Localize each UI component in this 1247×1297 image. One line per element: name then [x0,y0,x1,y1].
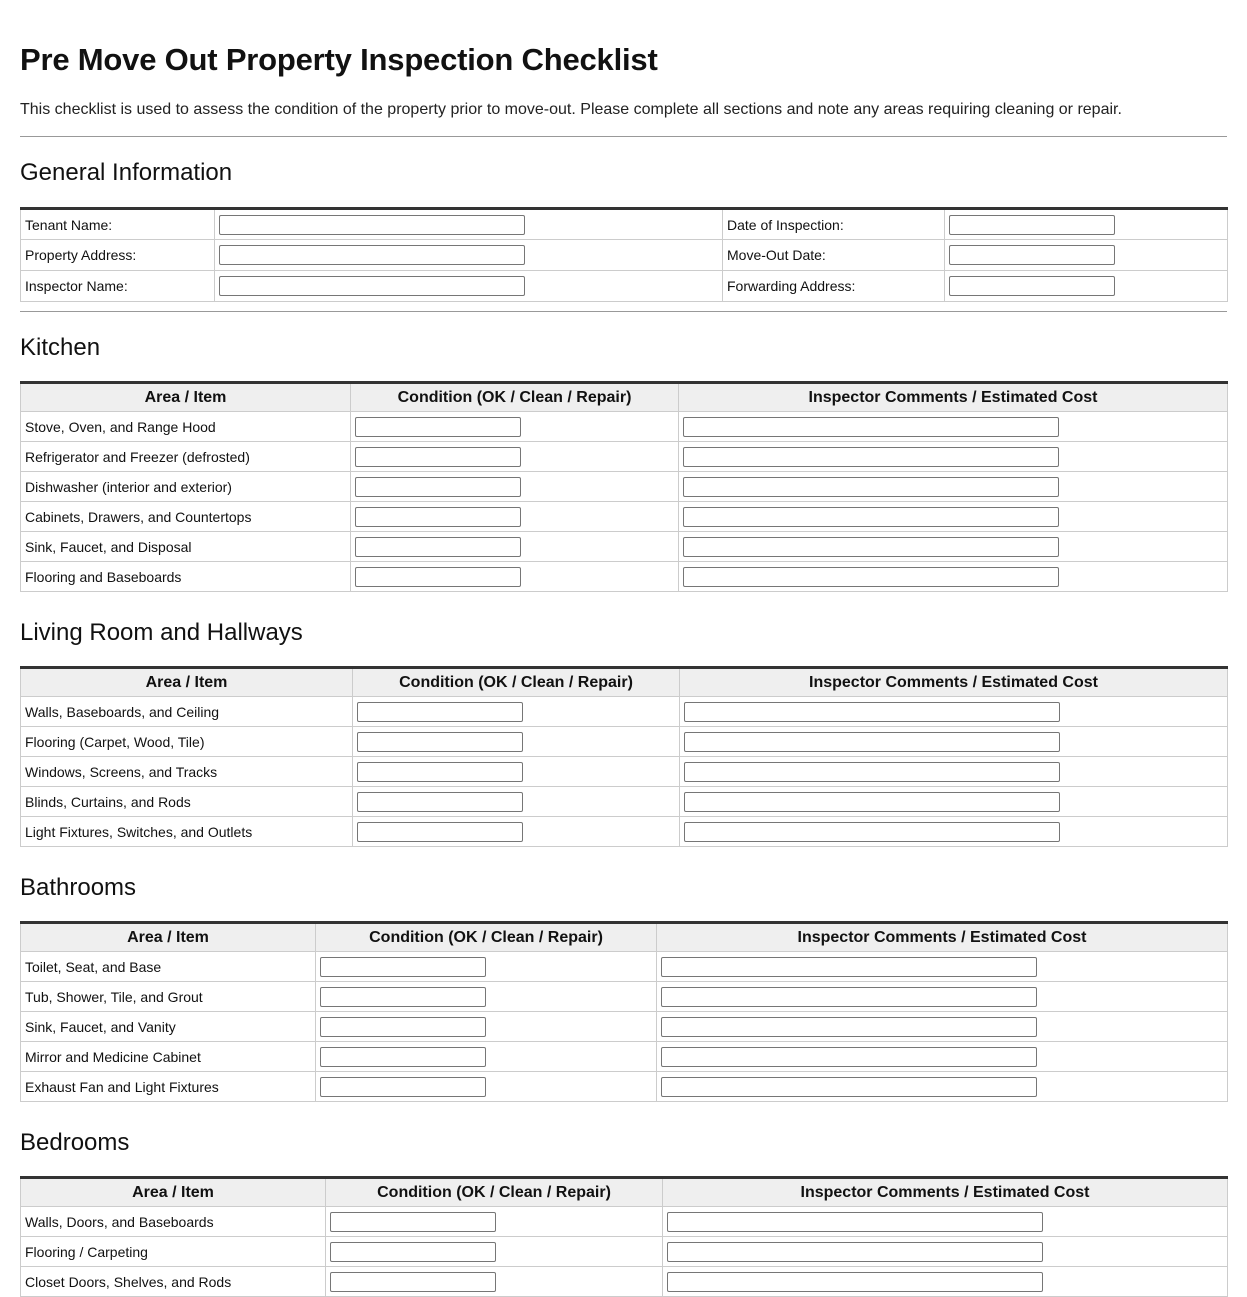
item-label: Tub, Shower, Tile, and Grout [21,982,316,1012]
field-cell [215,271,723,302]
table-row [21,982,1228,1012]
field-cell [945,240,1228,271]
table-header-row [21,1178,1228,1207]
column-header-condition: Condition (OK / Clean / Repair) [353,668,680,697]
condition-input[interactable] [320,957,486,977]
comments-input[interactable] [661,1047,1037,1067]
field-label: Forwarding Address: [723,271,945,302]
section-heading-bathrooms: Bathrooms [20,874,137,901]
comments-input[interactable] [667,1242,1043,1262]
condition-input[interactable] [355,417,521,437]
column-header-comments: Inspector Comments / Estimated Cost [663,1178,1228,1207]
comments-input[interactable] [683,447,1059,467]
comments-cell [679,472,1228,502]
column-header-comments: Inspector Comments / Estimated Cost [657,923,1228,952]
table-row [21,502,1228,532]
item-label: Exhaust Fan and Light Fixtures [21,1072,316,1102]
condition-input[interactable] [330,1272,496,1292]
field-label: Date of Inspection: [723,209,945,240]
condition-input[interactable] [357,822,523,842]
condition-cell [326,1267,663,1297]
item-label: Light Fixtures, Switches, and Outlets [21,817,353,847]
condition-input[interactable] [355,507,521,527]
comments-cell [657,982,1228,1012]
text-input[interactable] [219,215,525,235]
condition-cell [316,982,657,1012]
page-title: Pre Move Out Property Inspection Checklist [20,42,658,77]
column-header-condition: Condition (OK / Clean / Repair) [326,1178,663,1207]
comments-input[interactable] [683,567,1059,587]
comments-input[interactable] [661,1017,1037,1037]
item-label: Toilet, Seat, and Base [21,952,316,982]
condition-input[interactable] [355,567,521,587]
table-row [21,1012,1228,1042]
item-label: Blinds, Curtains, and Rods [21,787,353,817]
item-label: Stove, Oven, and Range Hood [21,412,351,442]
divider [20,136,1227,137]
comments-cell [663,1267,1228,1297]
comments-input[interactable] [684,732,1060,752]
item-label: Refrigerator and Freezer (defrosted) [21,442,351,472]
table-row [21,472,1228,502]
comments-cell [657,952,1228,982]
condition-cell [316,952,657,982]
condition-input[interactable] [320,1047,486,1067]
comments-input[interactable] [661,1077,1037,1097]
column-header-comments: Inspector Comments / Estimated Cost [680,668,1228,697]
comments-input[interactable] [683,537,1059,557]
comments-cell [680,757,1228,787]
item-label: Sink, Faucet, and Vanity [21,1012,316,1042]
comments-cell [657,1042,1228,1072]
table-row [21,817,1228,847]
condition-input[interactable] [357,702,523,722]
table-row [21,757,1228,787]
comments-cell [663,1237,1228,1267]
condition-input[interactable] [330,1242,496,1262]
intro-text: This checklist is used to assess the condition of the property prior to move-out. Please complete all sections and note any areas requiring cleaning or repair. [20,101,1122,118]
condition-input[interactable] [357,792,523,812]
item-label: Cabinets, Drawers, and Countertops [21,502,351,532]
item-label: Flooring (Carpet, Wood, Tile) [21,727,353,757]
column-header-item: Area / Item [21,383,351,412]
condition-cell [316,1042,657,1072]
table-row [21,727,1228,757]
comments-input[interactable] [684,702,1060,722]
column-header-condition: Condition (OK / Clean / Repair) [316,923,657,952]
comments-input[interactable] [684,792,1060,812]
field-cell [215,209,723,240]
comments-cell [679,502,1228,532]
table-row [21,1267,1228,1297]
comments-input[interactable] [667,1212,1043,1232]
column-header-item: Area / Item [21,668,353,697]
item-label: Mirror and Medicine Cabinet [21,1042,316,1072]
item-label: Walls, Doors, and Baseboards [21,1207,326,1237]
item-label: Windows, Screens, and Tracks [21,757,353,787]
condition-cell [353,787,680,817]
condition-cell [353,817,680,847]
condition-input[interactable] [320,1017,486,1037]
comments-input[interactable] [684,822,1060,842]
comments-cell [680,697,1228,727]
item-label: Flooring / Carpeting [21,1237,326,1267]
condition-input[interactable] [330,1212,496,1232]
comments-cell [657,1072,1228,1102]
column-header-item: Area / Item [21,1178,326,1207]
comments-input[interactable] [683,417,1059,437]
condition-cell [316,1072,657,1102]
general-info-row [21,209,1228,240]
comments-input[interactable] [684,762,1060,782]
comments-cell [680,727,1228,757]
condition-cell [351,472,679,502]
checklist-table-bathrooms [20,921,1228,1102]
table-row [21,1237,1228,1267]
section-heading-bedrooms: Bedrooms [20,1129,130,1156]
table-row [21,1072,1228,1102]
table-row [21,787,1228,817]
comments-input[interactable] [661,957,1037,977]
field-cell [215,240,723,271]
condition-input[interactable] [355,477,521,497]
column-header-comments: Inspector Comments / Estimated Cost [679,383,1228,412]
field-cell [945,209,1228,240]
table-row [21,442,1228,472]
table-row [21,562,1228,592]
comments-cell [680,787,1228,817]
text-input[interactable] [949,245,1115,265]
general-info-table [20,207,1228,302]
section-heading-general: General Information [20,159,233,186]
condition-input[interactable] [320,987,486,1007]
comments-cell [657,1012,1228,1042]
condition-cell [351,412,679,442]
text-input[interactable] [219,245,525,265]
comments-input[interactable] [683,507,1059,527]
comments-cell [679,412,1228,442]
divider [20,311,1227,312]
condition-cell [353,727,680,757]
comments-cell [679,562,1228,592]
text-input[interactable] [949,276,1115,296]
condition-cell [351,532,679,562]
text-input[interactable] [949,215,1115,235]
checklist-table-bedrooms [20,1176,1228,1297]
condition-cell [351,442,679,472]
table-row [21,532,1228,562]
checklist-table-kitchen [20,381,1228,592]
item-label: Closet Doors, Shelves, and Rods [21,1267,326,1297]
text-input[interactable] [219,276,525,296]
field-label: Tenant Name: [21,209,215,240]
table-row [21,1042,1228,1072]
condition-cell [351,502,679,532]
item-label: Dishwasher (interior and exterior) [21,472,351,502]
table-header-row [21,383,1228,412]
general-info-row [21,271,1228,302]
table-header-row [21,923,1228,952]
condition-cell [353,757,680,787]
condition-input[interactable] [357,762,523,782]
condition-input[interactable] [320,1077,486,1097]
table-row [21,697,1228,727]
section-heading-living-room-and-hallways: Living Room and Hallways [20,619,303,646]
section-heading-kitchen: Kitchen [20,334,101,361]
comments-cell [680,817,1228,847]
field-label: Property Address: [21,240,215,271]
condition-cell [316,1012,657,1042]
column-header-condition: Condition (OK / Clean / Repair) [351,383,679,412]
field-label: Inspector Name: [21,271,215,302]
field-label: Move-Out Date: [723,240,945,271]
condition-cell [326,1207,663,1237]
table-header-row [21,668,1228,697]
condition-cell [326,1237,663,1267]
item-label: Sink, Faucet, and Disposal [21,532,351,562]
condition-input[interactable] [355,447,521,467]
condition-input[interactable] [355,537,521,557]
comments-cell [679,532,1228,562]
comments-cell [663,1207,1228,1237]
table-row [21,1207,1228,1237]
item-label: Flooring and Baseboards [21,562,351,592]
item-label: Walls, Baseboards, and Ceiling [21,697,353,727]
comments-cell [679,442,1228,472]
comments-input[interactable] [683,477,1059,497]
field-cell [945,271,1228,302]
table-row [21,952,1228,982]
comments-input[interactable] [667,1272,1043,1292]
condition-input[interactable] [357,732,523,752]
condition-cell [353,697,680,727]
general-info-row [21,240,1228,271]
checklist-table-living-room-and-hallways [20,666,1228,847]
table-row [21,412,1228,442]
condition-cell [351,562,679,592]
column-header-item: Area / Item [21,923,316,952]
comments-input[interactable] [661,987,1037,1007]
